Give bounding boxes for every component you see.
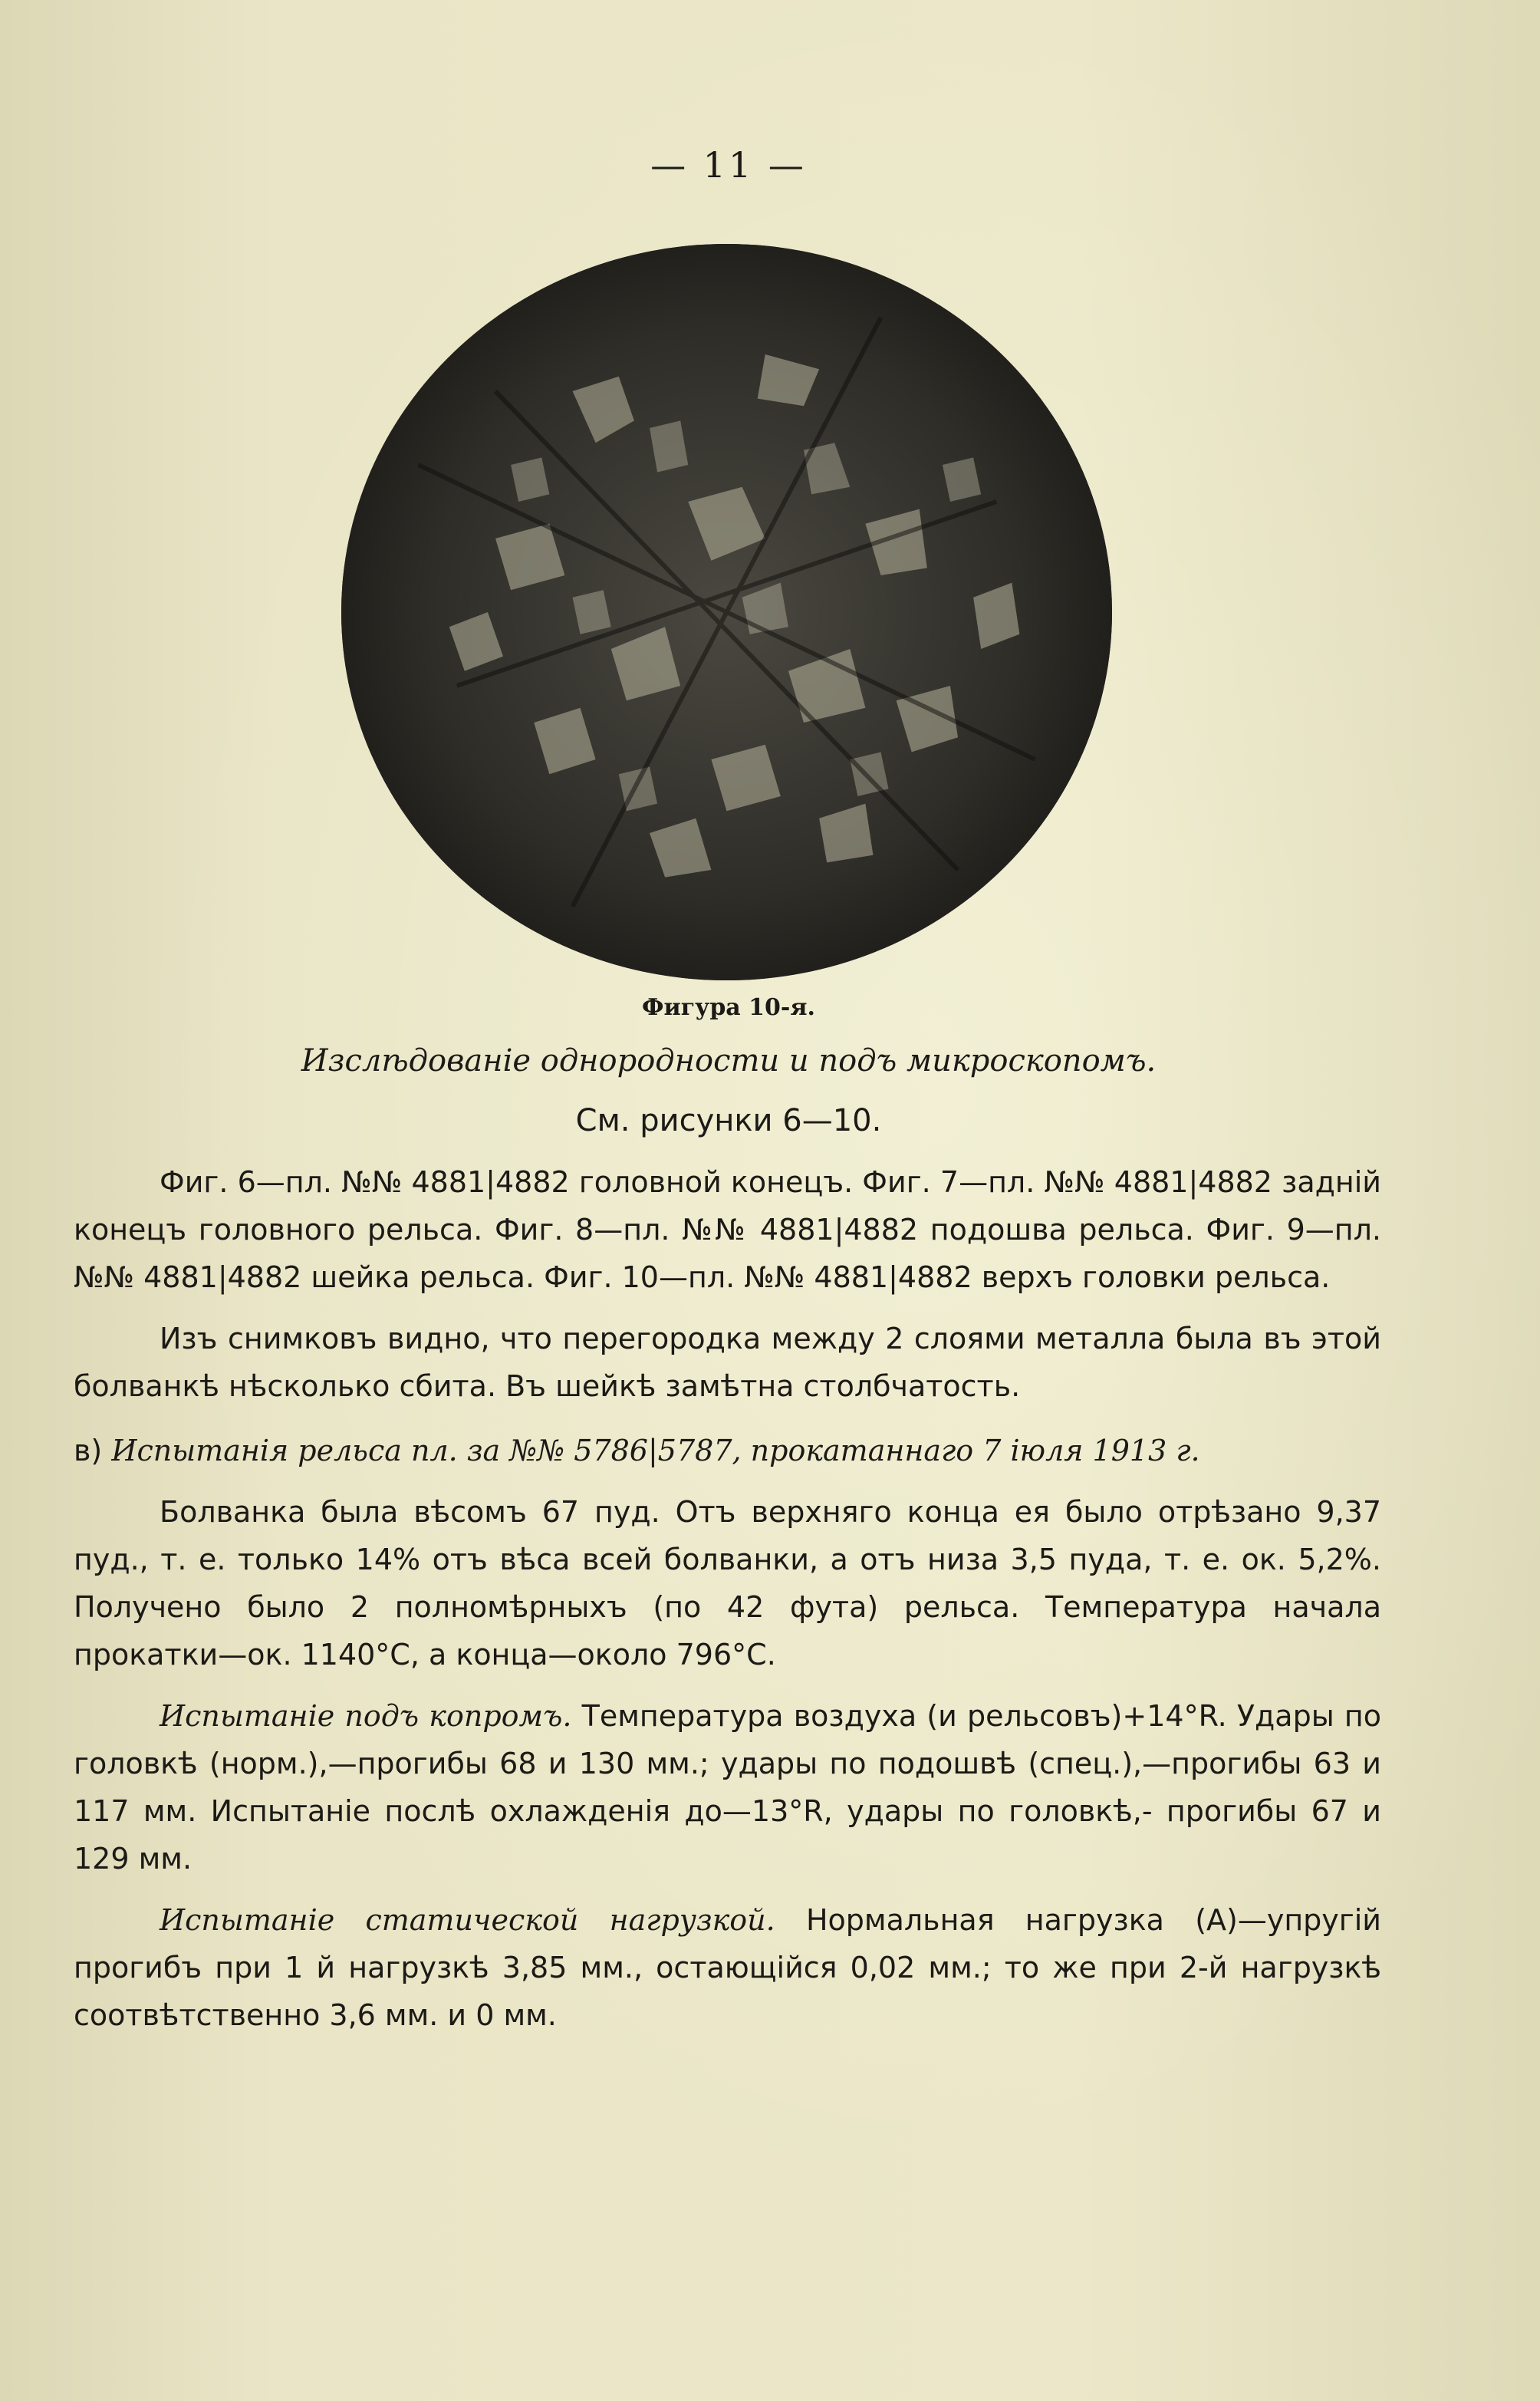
- paragraph-ingot: Болванка была вѣсомъ 67 пуд. Отъ верхняго конца ея было отрѣзано 9,37 пуд., т. е. только 14% отъ вѣса всей болванки, а отъ низа 3,5 пуда, т. е. ок. 5,2%. Получено было 2 полномѣрныхъ (по 42 фута) рельса. Температура начала прокатки—ок. 1140°С, а конца—около 796°С.: [74, 1495, 1381, 1671]
- paragraph-drop-test: [74, 1692, 1381, 1882]
- rail-test-heading: Испытанія рельса пл. за №№ 5786|5787, прокатаннаго 7 іюля 1913 г.: [111, 1434, 1200, 1467]
- paragraph-observation: Изъ снимковъ видно, что перегородка между 2 слоями металла была въ этой болванкѣ нѣсколько сбита. Въ шейкѣ замѣтна столбчатость.: [74, 1322, 1381, 1403]
- micrograph-figure-10: [341, 244, 1112, 980]
- static-test-heading: Испытаніе статической нагрузкой.: [160, 1903, 775, 1937]
- figure-caption: Фигура 10-я.: [642, 994, 815, 1021]
- static-test-text: Нормальная нагрузка (А)—упругій прогибъ при 1 й нагрузкѣ 3,85 мм., остающійся 0,02 мм.; то же при 2-й нагрузкѣ соотвѣтственно 3,6 мм. и 0 мм.: [74, 1903, 1381, 2032]
- rail-test-label: в): [74, 1434, 103, 1467]
- drop-test-text: Температура воздуха (и рельсовъ)+14°R. Удары по головкѣ (норм.),—прогибы 68 и 130 мм.; удары по подошвѣ (спец.),—прогибы 63 и 117 мм. Испытаніе послѣ охлажденія до—13°R, удары по головкѣ,- прогибы 67 и 129 мм.: [74, 1699, 1381, 1876]
- section-heading: Изслѣдованіе однородности и подъ микроскопомъ.: [301, 1043, 1157, 1079]
- paragraph-static-test: [74, 1896, 1381, 2039]
- micrograph-image: [341, 244, 1112, 980]
- paragraph-rail-test-heading: [74, 1427, 1381, 1474]
- drop-test-heading: Испытаніе подъ копромъ.: [160, 1699, 572, 1733]
- body-text: [74, 1158, 1381, 2039]
- paragraph-figures-list: Фиг. 6—пл. №№ 4881|4882 головной конецъ. Фиг. 7—пл. №№ 4881|4882 задній конецъ головного рельса. Фиг. 8—пл. №№ 4881|4882 подошва рельса. Фиг. 9—пл. №№ 4881|4882 шейка рельса. Фиг. 10—пл. №№ 4881|4882 верхъ головки рельса.: [74, 1165, 1381, 1294]
- page-number: — 11 —: [650, 144, 807, 186]
- see-figures-note: См. рисунки 6—10.: [575, 1103, 882, 1138]
